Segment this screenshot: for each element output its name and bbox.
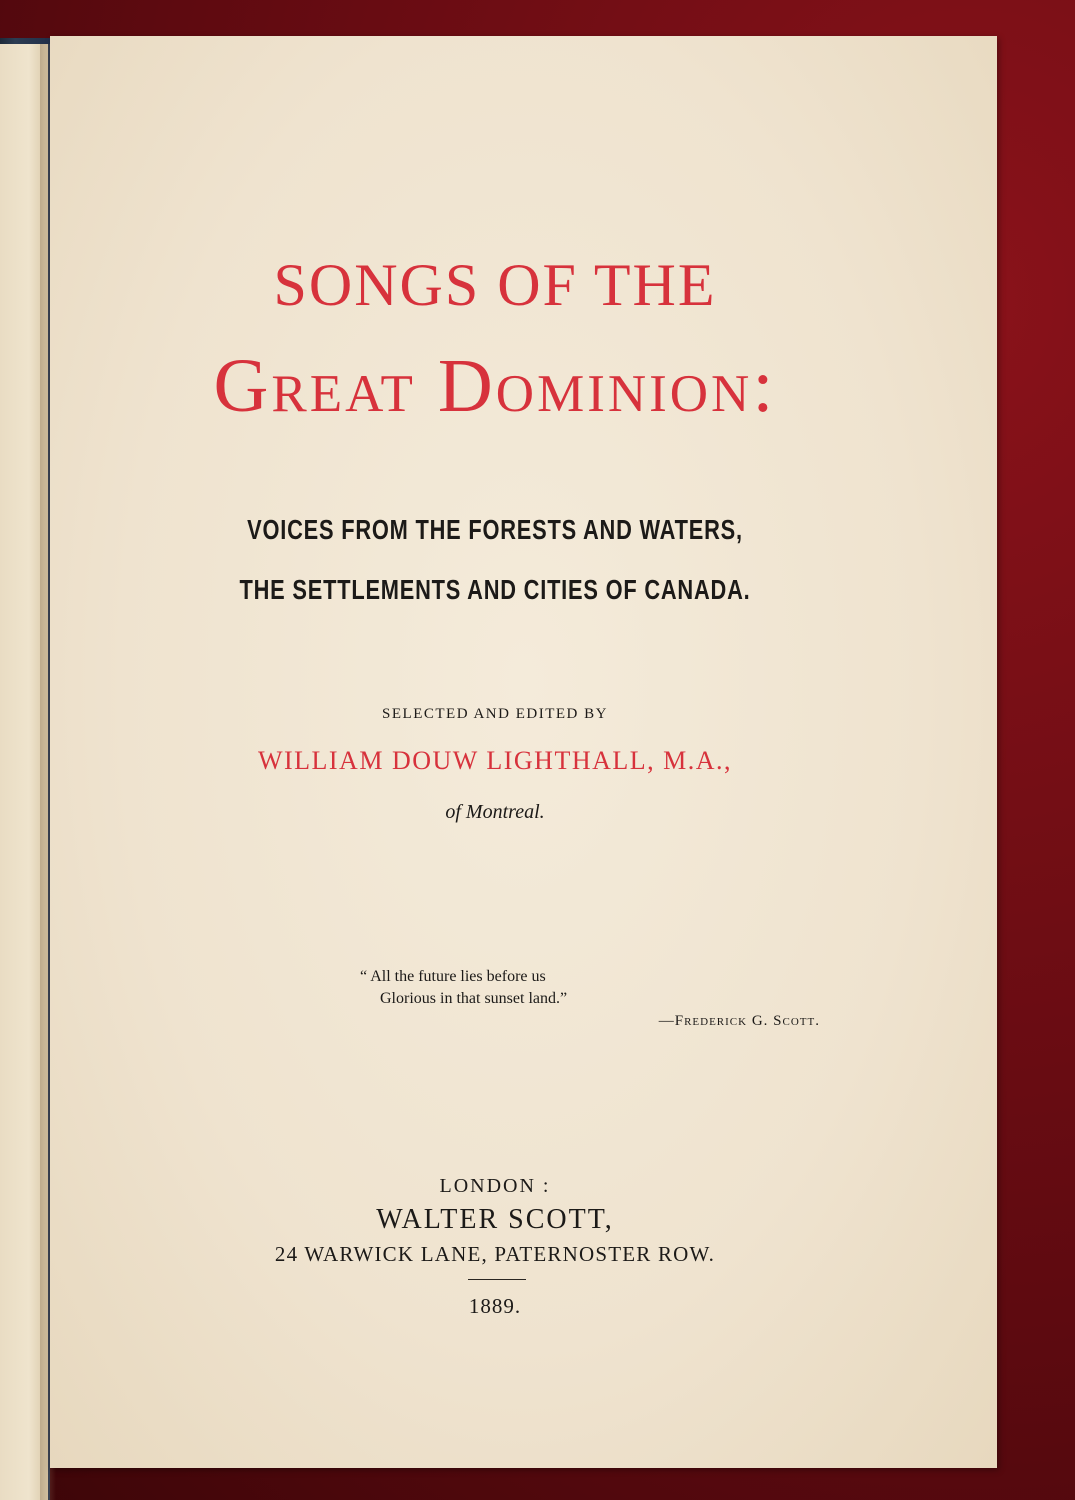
imprint-year: 1889.	[468, 1294, 522, 1318]
imprint-address: 24 WARWICK LANE, PATERNOSTER ROW.	[274, 1242, 716, 1266]
title-page	[50, 36, 997, 1468]
subtitle-line-2: THE SETTLEMENTS AND CITIES OF CANADA.	[239, 574, 751, 605]
imprint-publisher: WALTER SCOTT,	[376, 1204, 614, 1235]
editor-label: SELECTED AND EDITED BY	[382, 706, 608, 722]
epigraph-line-2: Glorious in that sunset land.”	[380, 990, 568, 1007]
imprint-city: LONDON :	[439, 1175, 551, 1197]
title-line-2: Great Dominion:	[213, 344, 777, 428]
epigraph-line-1: “ All the future lies before us	[360, 968, 546, 985]
epigraph-attribution: —Frederick G. Scott.	[658, 1013, 820, 1029]
subtitle-line-1: VOICES FROM THE FORESTS AND WATERS,	[247, 514, 743, 545]
title-line-1: SONGS OF THE	[273, 252, 717, 318]
editor-name: WILLIAM DOUW LIGHTHALL, M.A.,	[257, 746, 733, 775]
title-page-content	[50, 36, 997, 1468]
epigraph	[360, 966, 820, 1032]
imprint-divider	[468, 1279, 526, 1280]
editor-place: of Montreal.	[445, 801, 545, 823]
